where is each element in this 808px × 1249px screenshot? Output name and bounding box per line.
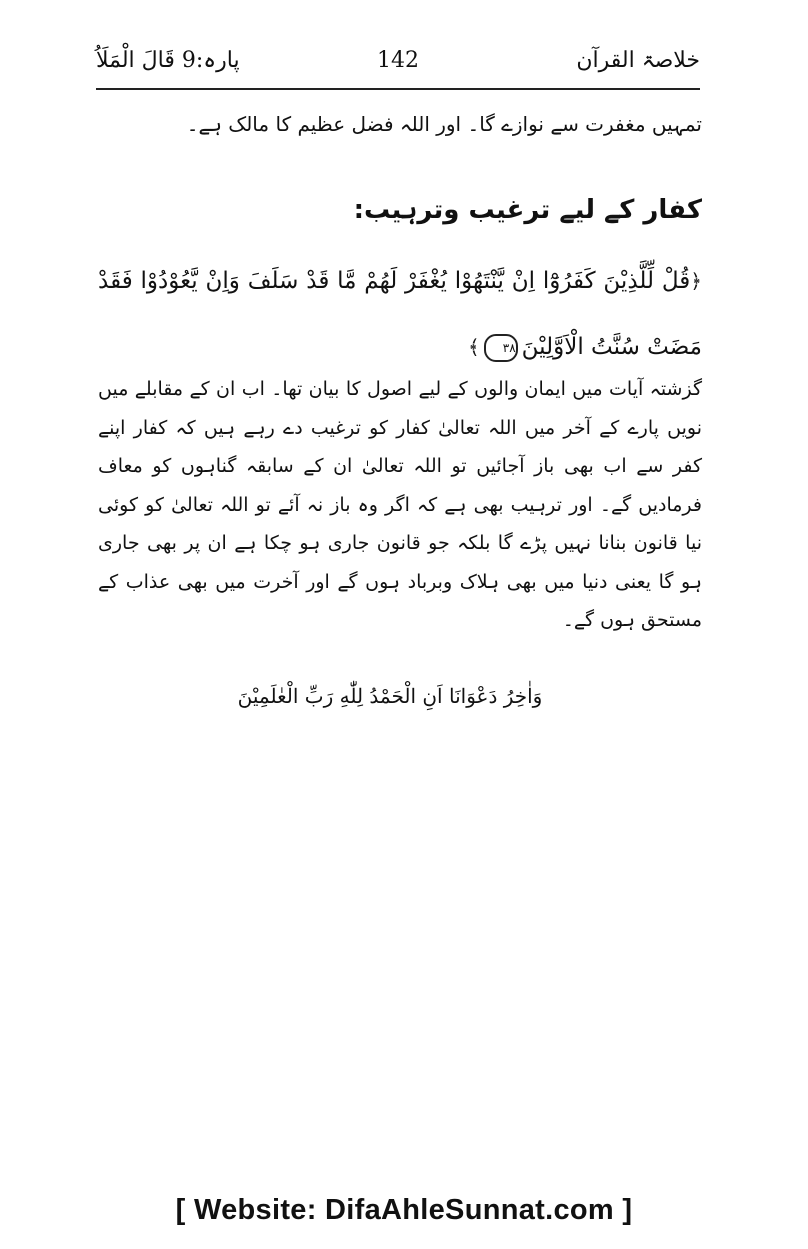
quran-verse [98,248,702,380]
closing-dua: وَاٰخِرُ دَعْوَانَا اَنِ الْحَمْدُ لِلّٰهِ رَبِّ الْعٰلَمِيْنَ [237,684,543,708]
header-divider [96,88,700,90]
website-footer: [ Website: DifaAhleSunnat.com ] [175,1194,633,1226]
verse-open-bracket: ﴿ [690,269,702,293]
page-number: 142 [377,48,419,73]
verse-text: قُلْ لِّلَّذِيْنَ كَفَرُوْٓا اِنْ يَّنْتَهُوْا يُغْفَرْ لَهُمْ مَّا قَدْ سَلَفَ وَاِنْ يَّعُوْدُوْا فَقَدْ مَضَتْ سُنَّتُ الْاَوَّلِيْنَ [98,268,702,360]
verse-close-bracket: ﴾ [467,335,480,359]
commentary-paragraph: گزشتہ آیات میں ایمان والوں کے لیے اصول کا بیان تھا۔ اب ان کے مقابلے میں نویں پارے کے آخر میں اللہ تعالیٰ کفار کو ترغیب دے رہے ہیں کہ کفار اپنے کفر سے اب بھی باز آجائیں تو اللہ تعالیٰ ان کے سابقہ گناہوں کو معاف فرمادیں گے۔ اور ترہیب بھی ہے کہ اگر وہ باز نہ آئے تو اللہ تعالیٰ کو کوئی نیا قانون بنانا نہیں پڑے گا بلکہ جو قانون جاری ہو چکا ہے ان پر بھی جاری ہو گا یعنی دنیا میں بھی ہلاک وبرباد ہوں گے اور آخرت میں بھی عذاب کے مستحق ہوں گے۔ [98,378,702,631]
ayah-number-marker: ٣٨ [484,334,518,362]
page-header [96,42,700,86]
para-label: پارہ:9 قَالَ الْمَلَاُ [96,48,240,73]
section-heading: کفار کے لیے ترغیب وترہیب: [353,195,702,225]
intro-line: تمہیں مغفرت سے نوازے گا۔ اور اللہ فضل عظیم کا مالک ہے۔ [186,112,702,136]
book-title: خلاصۃ القرآن [576,48,700,73]
